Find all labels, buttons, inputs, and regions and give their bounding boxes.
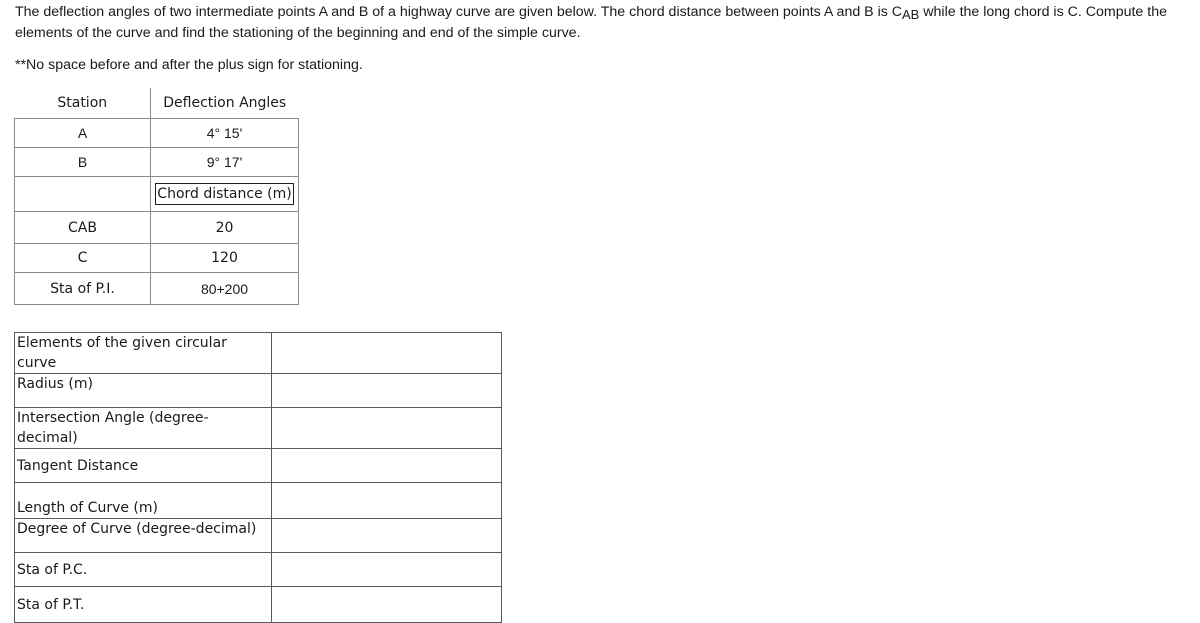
chord-cab-label: CAB: [15, 212, 151, 244]
degree-of-curve-input[interactable]: [274, 519, 499, 552]
chord-distance-header-cell: [151, 177, 299, 212]
tangent-distance-cell: [272, 449, 502, 483]
problem-line-1: [15, 2, 1200, 23]
pt-station-label: Sta of P.T.: [15, 587, 272, 623]
pc-station-cell: [272, 553, 502, 587]
problem-statement: [15, 2, 1200, 44]
intersection-angle-cell: [272, 408, 502, 449]
problem-line-1-end: while the long chord is C. Compute the: [919, 4, 1167, 20]
problem-line-1-text: The deflection angles of two intermediate points A and B of a highway curve are given below. The chord distance between points A and B is C: [15, 4, 903, 20]
stationing-note: **No space before and after the plus sign for stationing.: [15, 57, 363, 73]
station-a-label: A: [15, 119, 151, 148]
chord-c-label: C: [15, 244, 151, 273]
deflection-header: Deflection Angles: [151, 88, 299, 119]
curve-length-cell: [272, 483, 502, 519]
intersection-angle-label: Intersection Angle (degree-decimal): [15, 408, 272, 449]
pc-station-input[interactable]: [274, 553, 499, 586]
radius-cell: [272, 374, 502, 408]
pi-station-label: Sta of P.I.: [15, 273, 151, 305]
tangent-distance-label: Tangent Distance: [15, 449, 272, 483]
station-b-angle: 9° 17': [151, 148, 299, 177]
radius-label: Radius (m): [15, 374, 272, 408]
station-a-angle: 4° 15': [151, 119, 299, 148]
station-header: Station: [15, 88, 151, 119]
tangent-distance-input[interactable]: [274, 449, 499, 482]
pc-station-label: Sta of P.C.: [15, 553, 272, 587]
chord-cab-value: 20: [151, 212, 299, 244]
problem-line-2: elements of the curve and find the stationing of the beginning and end of the simple curve.: [15, 25, 581, 41]
chord-subscript: AB: [902, 7, 920, 22]
degree-of-curve-cell: [272, 519, 502, 553]
radius-input[interactable]: [274, 374, 499, 407]
chord-blank-cell: [15, 177, 151, 212]
chord-c-value: 120: [151, 244, 299, 273]
given-data-table: [14, 88, 299, 305]
degree-of-curve-label: Degree of Curve (degree-decimal): [15, 519, 272, 553]
elements-title: Elements of the given circular curve: [15, 333, 272, 374]
intersection-angle-input[interactable]: [274, 408, 499, 448]
curve-elements-table: [14, 332, 502, 623]
station-b-label: B: [15, 148, 151, 177]
pt-station-input[interactable]: [274, 587, 499, 622]
curve-length-input[interactable]: [274, 483, 499, 518]
pt-station-cell: [272, 587, 502, 623]
curve-length-label: Length of Curve (m): [15, 483, 272, 519]
elements-title-blank: [272, 333, 502, 374]
pi-station-value: 80+200: [151, 273, 299, 305]
chord-distance-header: Chord distance (m): [155, 183, 293, 205]
